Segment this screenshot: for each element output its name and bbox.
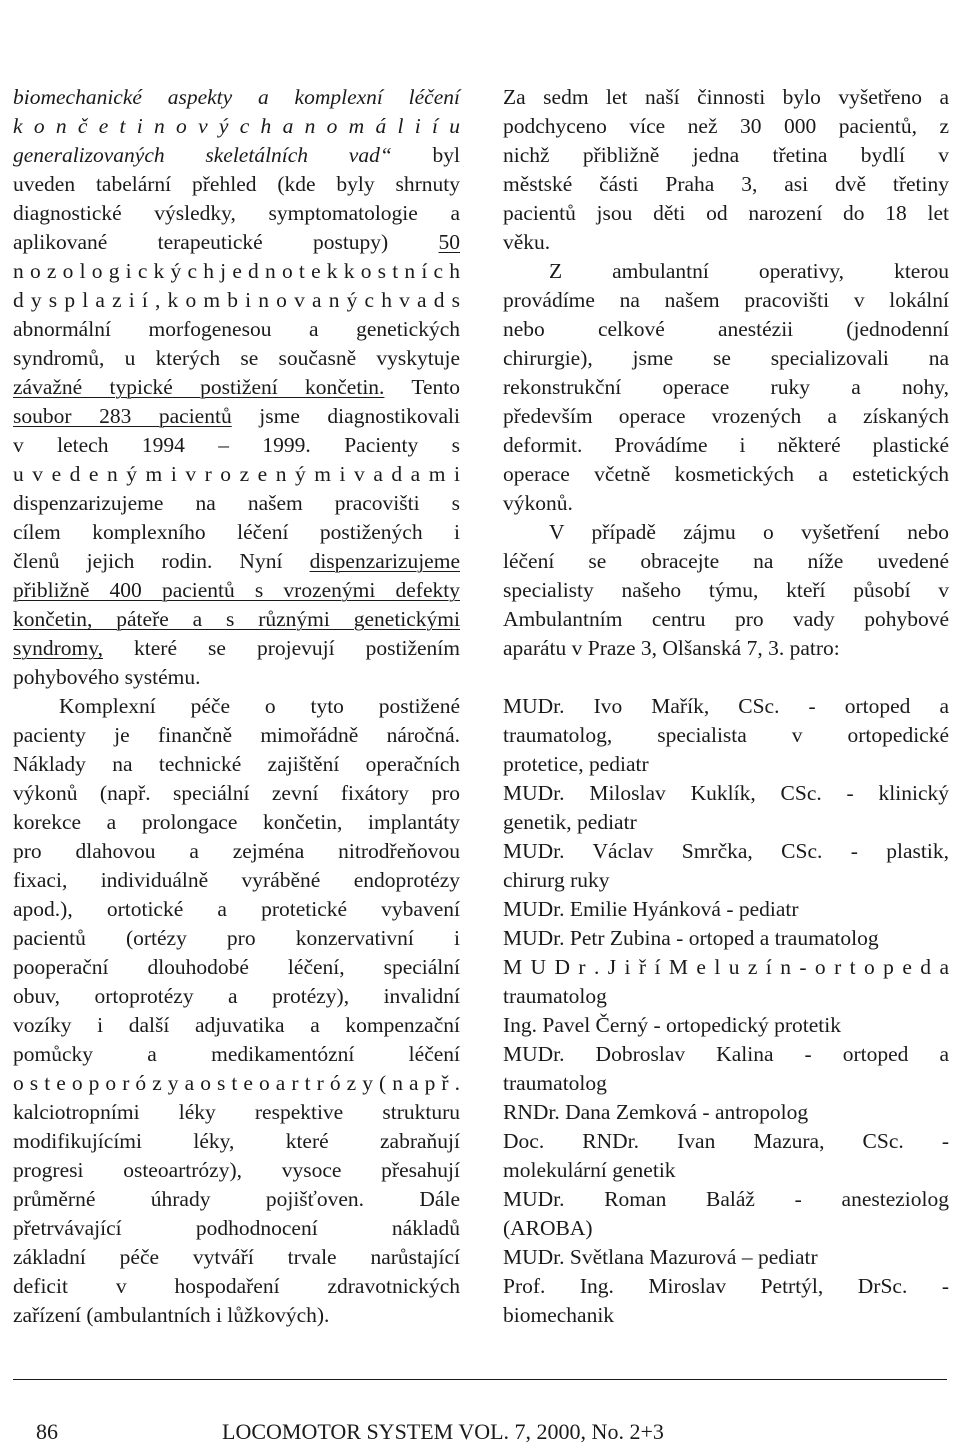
text-span: soubor 283 pacientů	[13, 404, 232, 428]
text-line: progresi osteoartrózy), vysoce přesahují	[13, 1158, 460, 1182]
text-line	[13, 547, 460, 576]
right-column	[503, 83, 949, 1330]
text-line: deficit v hospodaření zdravotnických	[13, 1274, 460, 1298]
text-span: generalizovaných skeletálních vad“	[13, 143, 392, 167]
text-line: apod.), ortotické a protetické vybavení	[13, 897, 460, 921]
text-line: fixaci, individuálně vyráběné endoprotézy	[13, 868, 460, 892]
text-line: korekce a prolongace končetin, implantáty	[13, 810, 460, 834]
text-line: Náklady na technické zajištění operačních	[13, 752, 460, 776]
text-line: specialisty našeho týmu, kteří působí v	[503, 578, 949, 602]
text-line: Za sedm let naší činnosti bylo vyšetřeno a	[503, 85, 949, 109]
text-line: traumatolog, specialista v ortopedické	[503, 723, 949, 747]
text-line	[13, 634, 460, 663]
text-span: byl	[432, 143, 461, 167]
text-line: molekulární genetik	[503, 1158, 676, 1182]
text-line: modifikujícími léky, které zabraňují	[13, 1129, 460, 1153]
left-column	[13, 83, 460, 1330]
text-line: Prof. Ing. Miroslav Petrtýl, DrSc. -	[503, 1274, 949, 1298]
text-line: MUDr. Petr Zubina - ortoped a traumatolog	[503, 926, 879, 950]
text-line: přetrvávající podhodnocení nákladů	[13, 1216, 460, 1240]
text-line: pomůcky a medikamentózní léčení	[13, 1042, 460, 1066]
text-line: deformit. Provádíme i některé plastické	[503, 433, 949, 457]
text-line: výkonů (např. speciální zevní fixátory pro	[13, 781, 460, 805]
text-line: pacienty je finančně mimořádně náročná.	[13, 723, 460, 747]
text-line: nebo celkové anestézii (jednodenní	[503, 317, 949, 341]
text-line: základní péče vytváří trvale narůstající	[13, 1245, 460, 1269]
text-line: pohybového systému.	[13, 665, 201, 689]
text-line: operace včetně kosmetických a estetických	[503, 462, 949, 486]
text-line: protetice, pediatr	[503, 752, 649, 776]
text-line: podchyceno více než 30 000 pacientů, z	[503, 114, 949, 138]
text-line: MUDr. Světlana Mazurová – pediatr	[503, 1245, 818, 1269]
text-line: výkonů.	[503, 491, 573, 515]
text-line	[13, 373, 460, 402]
text-line: nichž přibližně jedna třetina bydlí v	[503, 143, 949, 167]
journal-reference: LOCOMOTOR SYSTEM VOL. 7, 2000, No. 2+3	[222, 1419, 664, 1444]
text-line: u v e d e n ý m i v r o z e n ý m i v a d a m i	[13, 462, 460, 486]
text-line: končetin, páteře a s různými genetickými	[13, 607, 460, 631]
text-line: M U D r . J i ř í M e l u z í n - o r t o p e d a	[503, 955, 949, 979]
text-line: genetik, pediatr	[503, 810, 637, 834]
text-line: V případě zájmu o vyšetření nebo	[549, 520, 949, 544]
text-line: MUDr. Václav Smrčka, CSc. - plastik,	[503, 839, 949, 863]
text-span: Tento	[411, 375, 460, 399]
text-line: traumatolog	[503, 1071, 607, 1095]
text-line: d y s p l a z i í , k o m b i n o v a n ý c h v a d s	[13, 288, 460, 312]
text-line: věku.	[503, 230, 551, 254]
text-line: MUDr. Roman Baláž - anesteziolog	[503, 1187, 949, 1211]
text-line: pacientů (ortézy pro konzervativní i	[13, 926, 460, 950]
text-line: Ambulantním centru pro vady pohybové	[503, 607, 949, 631]
text-line: dispenzarizujeme na našem pracovišti s	[13, 491, 460, 515]
text-line: Doc. RNDr. Ivan Mazura, CSc. -	[503, 1129, 949, 1153]
text-line: RNDr. Dana Zemková - antropolog	[503, 1100, 809, 1124]
text-line: pooperační dlouhodobé léčení, speciální	[13, 955, 460, 979]
text-line: n o z o l o g i c k ý c h j e d n o t e k k o s t n í c h	[13, 259, 460, 283]
text-line	[13, 141, 460, 170]
text-line: syndromů, u kterých se současně vyskytuje	[13, 346, 460, 370]
text-line: kalciotropními léky respektive strukturu	[13, 1100, 460, 1124]
text-line: zařízení (ambulantních i lůžkových).	[13, 1303, 330, 1327]
text-line: pacientů jsou děti od narození do 18 let	[503, 201, 949, 225]
text-line: MUDr. Ivo Mařík, CSc. - ortoped a	[503, 694, 949, 718]
text-line: vozíky i další adjuvatika a kompenzační	[13, 1013, 460, 1037]
text-span: syndromy,	[13, 636, 103, 660]
text-line	[13, 402, 460, 431]
spacer	[503, 663, 949, 692]
text-line: Z ambulantní operativy, kterou	[549, 259, 949, 283]
text-line: cílem komplexního léčení postižených i	[13, 520, 460, 544]
text-span: aplikované terapeutické postupy)	[13, 230, 389, 254]
text-span: členů jejich rodin. Nyní	[13, 549, 283, 573]
text-line: chirurg ruky	[503, 868, 610, 892]
text-line: Komplexní péče o tyto postižené	[59, 694, 460, 718]
text-line: léčení se obracejte na níže uvedené	[503, 549, 949, 573]
text-line: chirurgie), jsme se specializovali na	[503, 346, 949, 370]
text-span: které se projevují postižením	[134, 636, 460, 660]
text-line: o s t e o p o r ó z y a o s t e o a r t r ó z y ( n a p ř .	[13, 1071, 460, 1095]
text-span: závažné typické postižení končetin.	[13, 375, 385, 399]
text-line: rekonstrukční operace ruky a nohy,	[503, 375, 949, 399]
text-line: MUDr. Emilie Hyánková - pediatr	[503, 897, 799, 921]
text-line: MUDr. Dobroslav Kalina - ortoped a	[503, 1042, 949, 1066]
text-line: pro dlahovou a zejména nitrodřeňovou	[13, 839, 460, 863]
text-line: (AROBA)	[503, 1216, 593, 1240]
text-line: průměrné úhrady pojišťoven. Dále	[13, 1187, 460, 1211]
text-line: v letech 1994 – 1999. Pacienty s	[13, 433, 460, 457]
footer-divider	[13, 1379, 947, 1380]
text-line: biomechanické aspekty a komplexní léčení	[13, 85, 460, 109]
page-number: 86	[36, 1419, 58, 1444]
text-line: biomechanik	[503, 1303, 615, 1327]
text-line: městské části Praha 3, asi dvě třetiny	[503, 172, 949, 196]
text-line: MUDr. Miloslav Kuklík, CSc. - klinický	[503, 781, 949, 805]
text-line: aparátu v Praze 3, Olšanská 7, 3. patro:	[503, 636, 840, 660]
text-line: především operace vrozených a získaných	[503, 404, 949, 428]
text-span: dispenzarizujeme	[309, 549, 460, 573]
text-line	[13, 228, 460, 257]
text-span: jsme diagnostikovali	[259, 404, 460, 428]
text-line: přibližně 400 pacientů s vrozenými defekty	[13, 578, 460, 602]
text-line: traumatolog	[503, 984, 607, 1008]
text-line: abnormální morfogenesou a genetických	[13, 317, 460, 341]
text-span: 50	[438, 230, 460, 254]
text-line: Ing. Pavel Černý - ortopedický protetik	[503, 1013, 841, 1037]
text-line: provádíme na našem pracovišti v lokální	[503, 288, 949, 312]
text-line: diagnostické výsledky, symptomatologie a	[13, 201, 460, 225]
text-line: uveden tabelární přehled (kde byly shrnuty	[13, 172, 460, 196]
text-line: obuv, ortoprotézy a protézy), invalidní	[13, 984, 460, 1008]
text-line: k o n č e t i n o v ý c h a n o m á l i í u	[13, 114, 460, 138]
